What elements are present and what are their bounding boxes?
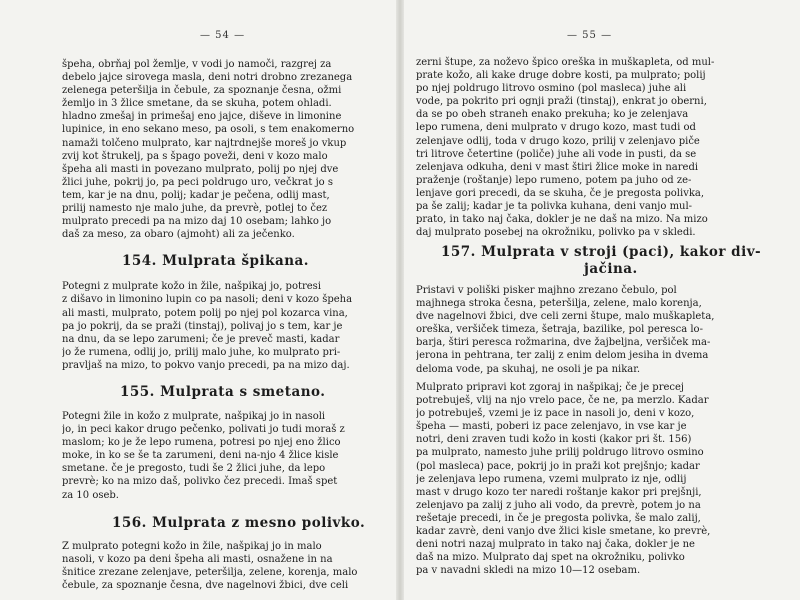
recipe-heading: 157. Mulprata v stroji (paci), kakor div- [441,244,762,260]
text-line: lenjave gori precedi, da se skuha, če je pregosta polivka, [416,187,705,199]
text-line: jerona in pehtrana, ter zalij z enim delom jesiha in dvema [416,350,709,362]
text-line: daš za meso, za obaro (ajmoht) ali za ječenko. [62,229,295,241]
text-line: Potegni z mulprate kožo in žile, našpikaj jo, potresi [62,281,322,293]
text-line: zelenjava odkuha, deni v mast štiri žlice moke in naredi [416,161,699,173]
page-text [62,58,380,592]
text-line: dve nagelnovi žbici, dve celi zerni štupe, malo muškapleta, [416,311,715,323]
text-line: moke, in ko se še ta zarumeni, deni na-njo 4 žlice kisle [62,450,339,462]
text-line: Z mulprato potegni kožo in žile, našpikaj jo in malo [62,540,322,552]
text-line: žemljo in 3 žlice smetane, da se skuha, potem ohladi. [62,98,332,110]
text-line: Potegni žile in kožo z mulprate, našpikaj jo in nasoli [62,410,326,422]
text-line: potrebuješ, vlij na njo vrelo pace, če ne, pa merzlo. Kadar [416,395,709,407]
text-line: deloma vode, pa skuhaj, ne osoli je pa nikar. [416,363,641,375]
text-line: zerni štupe, za noževo špico oreška in muškapleta, od mul- [416,57,715,68]
text-line: lupinice, in eno sekano meso, pa osoli, s tem enakomerno [62,124,355,136]
text-line: pa še zalij; kadar je ta polivka kuhana, deni vanjo mul- [416,201,693,213]
text-line: lepo rumena, deni mulprato v drugo kozo, mast tudi od [416,122,696,134]
text-line: deni notri nazaj mulprato in tako naj čaka, dokler je ne [416,539,695,551]
text-line: maslom; ko je že lepo rumena, potresi po njej eno žlico [62,437,341,449]
text-line: daš na mizo. Mulprato daj spet na okrožniku, polivko [416,552,685,564]
text-line: tem, kar je na dnu, polij; kadar je pečena, odlij mast, [62,189,330,201]
recipe-heading: 155. Mulprata s smetano. [120,383,326,400]
page-number: — 54 — [200,30,246,41]
text-line: špeha ali masti in povezano mulprato, polij po njej dve [62,163,339,175]
text-line: hladno zmešaj in primešaj eno jajce, diševe in limonine [62,111,342,123]
text-line: na dnu, da se lepo zarumeni; če je preveč masti, kadar [62,333,340,345]
text-line: smetane. če je pregosto, tudi še 2 žlici juhe, da lepo [62,463,326,475]
text-line: zelenega peteršilja in čebule, za spoznanje česna, ožmi [62,85,342,97]
text-line: mast v drugo kozo ter naredi roštanje kakor pri prejšnji, [416,486,702,498]
text-line: prilij namesto nje malo juhe, da prevrè, potlej to čez [62,203,328,215]
text-line: prevrè; ko na mizo daš, polivko čez precedi. Imaš spet [62,476,338,488]
text-line: Pristavi v poliški pisker majhno zrezano čebulo, pol [416,285,677,296]
text-line: nasoli, v kozo pa deni špeha ali masti, osnažene in na [62,553,333,565]
text-line: barja, štiri peresca rožmarina, dve žajbeljna, veršiček ma- [416,337,711,349]
recipe-154 [62,253,380,372]
text-line: majhnega stroka česna, peteršilja, zelene, malo korenja, [416,298,702,310]
text-line: debelo jajce sirovega masla, deni notri drobno zrezanega [62,72,353,84]
recipe-heading-continuation: jačina. [584,261,638,277]
text-line: da se po obeh straneh enako prekuha; ko je zelenjava [416,109,689,121]
text-line: daj mulprato posebej na okrožniku, polivko pa v skledi. [416,227,696,239]
text-line: šnitice zrezane zelenjave, peteršilja, zelene, korenja, malo [62,566,358,578]
text-line: oreška, veršiček timeza, šetraja, bazilike, pol peresca lo- [416,324,703,336]
text-line: Mulprato pripravi kot zgoraj in našpikaj; če je precej [416,382,685,393]
text-line: mulprato precedi pa na mizo daj 10 osebam; lahko jo [62,216,332,228]
text-line: pa jo pokrij, da se praži (tinstaj), polivaj jo s tem, kar je [62,320,343,332]
text-line: prato, in tako naj čaka, dokler je ne daš na mizo. Na mizo [416,214,708,226]
text-line: z dišavo in limonino lupin co pa nasoli; deni v kozo špeha [62,294,353,306]
text-line: zvij kot štrukelj, pa s špago poveži, deni v kozo malo [62,150,328,162]
text-line: rešetaje precedi, in če je pregosta polivka, še malo zalij, [416,512,701,524]
text-line: pa mulprato, namesto juhe prilij poldrugo litrovo osmino [416,447,704,459]
text-line: tri litrove četertine (poliče) juhe ali vode in pusti, da se [416,148,697,160]
right-page [402,0,800,600]
text-line: žlici juhe, pokrij jo, pa peci poldrugo uro, večkrat jo s [62,176,333,188]
text-line: jo potrebuješ, vzemi je iz pace in nasoli jo, deni v kozo, [416,408,695,420]
page-number: — 55 — [567,30,613,41]
text-line: namaži tolčeno mulprato, kar najtrdnejše moreš jo vkup [62,137,347,149]
recipe-heading: 156. Mulprata z mesno polivko. [112,514,366,531]
left-page [0,0,398,600]
recipe-156 [62,515,380,592]
text-line: (pol masleca) pace, pokrij jo in praži kot prejšnjo; kadar [416,460,700,472]
recipe-157 [416,244,762,376]
text-line: zelenjave odlij, toda v drugo kozo, prilij v zelenjavo piče [416,135,700,147]
recipe-155 [62,384,380,502]
text-line: notri, deni zraven tudi kožo in kosti (kakor pri št. 156) [416,434,692,446]
recipe-156-continuation [416,56,751,239]
recipe-continuation [62,58,380,241]
text-line: ali masti, mulprato, potem polij po njej pol kozarca vina, [62,307,348,319]
recipe-157-method [416,381,751,577]
text-line: jo, in peci kakor drugo pečenko, polivati jo tudi moraš z [62,424,345,436]
recipe-heading: 154. Mulprata špikana. [122,253,309,270]
text-line: je zelenjava lepo rumena, vzemi mulprato iz nje, odlij [416,473,687,485]
text-line: po njej poldrugo litrovo osmino (pol masleca) juhe ali [416,83,687,95]
text-line: prate kožo, ali kake druge dobre kosti, pa mulprato; polij [416,70,706,82]
text-line: praženje (roštanje) lepo rumeno, potem pa juho od ze- [416,174,692,186]
page-text [416,56,751,239]
text-line: pa v navadni skledi na mizo 10—12 osebam. [416,565,641,577]
text-line: špeha, obrňaj pol žemlje, v vodi jo namoči, razgrej za [62,59,332,70]
text-line: čebule, za spoznanje česna, dve nagelnovi žbici, dve celi [62,579,349,591]
text-line: jo že rumena, odlij jo, prilij malo juhe, ko mulprato pri- [62,346,341,358]
text-line: kadar zavrè, deni vanjo dve žlici kisle smetane, ko prevrè, [416,526,711,538]
text-line: pravljaš na mizo, to pokvo vanjo precedi, pa na mizo daj. [62,359,350,371]
text-line: zelenjavo pa zalij z juho ali vodo, da prevrè, potem jo na [416,499,701,511]
text-line: za 10 oseb. [62,489,119,501]
text-line: špeha — masti, poberi iz pace zelenjavo, in vse kar je [416,421,687,433]
text-line: vode, pa pokrito pri ognji praži (tinstaj), enkrat jo oberni, [416,96,707,108]
